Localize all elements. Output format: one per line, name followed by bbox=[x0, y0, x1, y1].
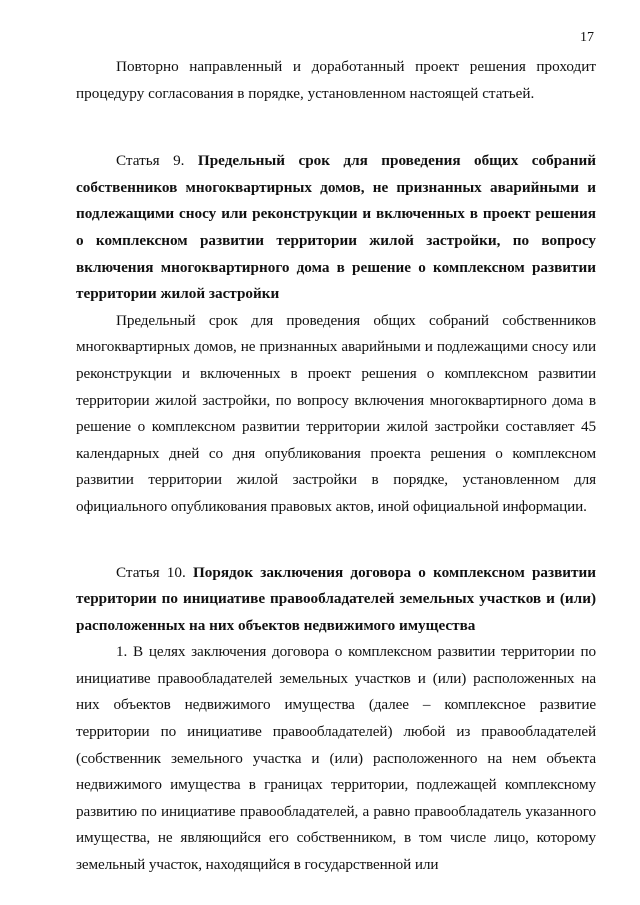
article-10-heading bbox=[76, 560, 596, 640]
spacer bbox=[76, 521, 596, 560]
spacer bbox=[76, 107, 596, 148]
article-9-number: Статья 9. bbox=[116, 152, 198, 170]
paragraph-resubmission: Повторно направленный и доработанный проект решения проходит процедуру согласования в порядке, установленном настоящей статьей. bbox=[76, 58, 596, 102]
article-10-title: Порядок заключения договора о комплексном развитии территории по инициативе правообладателей земельных участков и (или) расположенных на них объектов недвижимого имущества bbox=[76, 563, 597, 634]
article-9-body: Предельный срок для проведения общих собраний собственников многоквартирных домов, не признанных аварийными и подлежащими сносу или реконструкции и включенных в проект решения о комплексном развитии территории жилой застройки, по вопросу включения многоквартирного дома в решение о комплексном развитии территории жилой застройки составляет 45 календарных дней со дня опубликования проекта решения о комплексном развитии территории жилой застройки в порядке, установленном для официального опубликования правовых актов, иной официальной информации. bbox=[76, 311, 596, 515]
article-9-title: Предельный срок для проведения общих собраний собственников многоквартирных домов, не признанных аварийными и подлежащими сносу или реконструкции и включенных в проект решения о комплексном развитии территории жилой застройки, по вопросу включения многоквартирного дома в решение о комплексном развитии территории жилой застройки bbox=[76, 152, 596, 303]
article-10-clause-1: 1. В целях заключения договора о комплексном развитии территории по инициативе правообладателей земельных участков и (или) расположенных на них объектов недвижимого имущества (далее – комплексное развитие территории по инициативе правообладателей) любой из правообладателей (собственник земельного участка и (или) расположенного на нем объекта недвижимого имущества в границах территории, подлежащей комплексному развитию по инициативе правообладателей, а равно правообладатель указанного имущества, не являющийся его собственником, в том числе лицо, которому земельный участок, находящийся в государственной или bbox=[76, 643, 596, 874]
article-9-heading bbox=[76, 148, 596, 308]
article-10-number: Статья 10. bbox=[116, 563, 193, 581]
document-body bbox=[76, 54, 596, 879]
page-number: 17 bbox=[580, 30, 594, 45]
